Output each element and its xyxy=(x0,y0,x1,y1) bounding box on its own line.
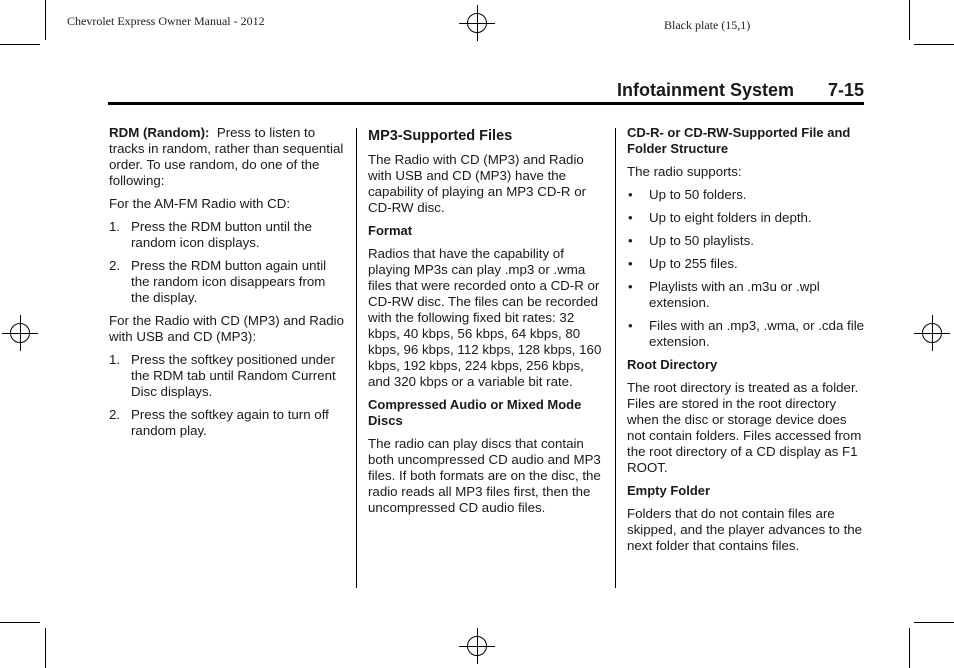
rdm-label: RDM (Random): xyxy=(109,125,210,140)
crop-mark xyxy=(909,628,910,668)
list-item: • Up to 50 folders. xyxy=(628,187,747,202)
step-text: Press the softkey positioned under the RDM tab until Random Current Disc displays. xyxy=(131,352,336,399)
bullet-text: Up to 255 files. xyxy=(649,256,738,271)
root-heading: Root Directory xyxy=(627,357,718,372)
crop-mark xyxy=(914,44,954,45)
mp3-heading: MP3-Supported Files xyxy=(368,128,513,144)
mp3-intro: The Radio with CD (MP3) and Radio with USB and CD (MP3) have the capability of playing an MP3 CD-R or CD-RW disc. xyxy=(368,152,587,215)
column-divider xyxy=(615,128,616,588)
crop-mark xyxy=(0,44,40,45)
list-item: • Playlists with an .m3u or .wpl extension. xyxy=(628,279,820,310)
registration-mark-icon xyxy=(2,315,38,351)
column-2 xyxy=(368,125,608,523)
page-number: 7-15 xyxy=(827,80,864,100)
supports-list xyxy=(627,187,865,350)
document-title: Chevrolet Express Owner Manual - 2012 xyxy=(67,14,265,28)
amfm-steps xyxy=(109,219,345,306)
list-item: • Up to 50 playlists. xyxy=(628,233,754,248)
column-3 xyxy=(627,125,865,561)
compressed-heading: Compressed Audio or Mixed Mode Discs xyxy=(368,397,582,428)
section-title: Infotainment System xyxy=(616,80,794,100)
rdm-paragraph xyxy=(109,125,345,189)
crop-mark xyxy=(0,622,40,623)
list-item: • Up to eight folders in depth. xyxy=(628,210,812,225)
compressed-text: The radio can play discs that contain both uncompressed CD audio and MP3 files. If both formats are on the disc, the radio reads all MP3 files first, then the uncompressed CD audio files. xyxy=(368,436,601,515)
list-item: • Up to 255 files. xyxy=(628,256,738,271)
bullet-text: Up to 50 folders. xyxy=(649,187,747,202)
bullet-text: Up to eight folders in depth. xyxy=(649,210,812,225)
rdm-text: Press to listen to tracks in random, rather than sequential order. To use random, do one of the following: xyxy=(109,125,344,188)
crop-mark xyxy=(914,622,954,623)
bullet-text: Playlists with an .m3u or .wpl extension. xyxy=(649,279,820,310)
registration-mark-icon xyxy=(459,628,495,664)
list-item: 2. Press the softkey again to turn off random play. xyxy=(109,407,329,438)
registration-mark-icon xyxy=(914,315,950,351)
format-heading: Format xyxy=(368,223,413,238)
cd-steps xyxy=(109,352,345,439)
empty-heading: Empty Folder xyxy=(627,483,711,498)
list-item: • Files with an .mp3, .wma, or .cda file extension. xyxy=(628,318,865,349)
empty-text: Folders that do not contain files are skipped, and the player advances to the next folder that contains files. xyxy=(627,506,863,553)
crop-mark xyxy=(45,0,46,40)
supports-intro: The radio supports: xyxy=(627,164,742,179)
step-text: Press the softkey again to turn off random play. xyxy=(131,407,329,438)
format-text: Radios that have the capability of playing MP3s can play .mp3 or .wma files that were recorded onto a CD-R or CD-RW disc. The files can be recorded with the following fixed bit rates: 32 kbps, 40 kbps, 56 kbps, 64 kbps, 80 kbps, 96 kbps, 112 kbps, 128 kbps, 160 kbps, 192 kbps, 224 kbps, 256 kbps, and 320 kbps or a variable bit rate. xyxy=(368,246,602,389)
list-item: 2. Press the RDM button again until the random icon disappears from the display. xyxy=(109,258,327,305)
bullet-text: Up to 50 playlists. xyxy=(649,233,754,248)
bullet-text: Files with an .mp3, .wma, or .cda file extension. xyxy=(649,318,865,349)
amfm-intro: For the AM-FM Radio with CD: xyxy=(109,196,291,211)
plate-label: Black plate (15,1) xyxy=(664,18,751,32)
step-text: Press the RDM button until the random icon displays. xyxy=(131,219,313,250)
registration-mark-icon xyxy=(459,5,495,41)
list-item: 1. Press the RDM button until the random icon displays. xyxy=(109,219,313,250)
crop-mark xyxy=(45,628,46,668)
column-1 xyxy=(109,125,345,446)
crop-mark xyxy=(909,0,910,40)
root-text: The root directory is treated as a folder. Files are stored in the root directory when the disc or storage device does not contain folders. Files accessed from the root directory of a CD display as F1 ROOT. xyxy=(627,380,862,475)
header-rule xyxy=(108,102,864,105)
cd-intro: For the Radio with CD (MP3) and Radio with USB and CD (MP3): xyxy=(109,313,345,344)
column-divider xyxy=(356,128,357,588)
structure-heading: CD-R- or CD-RW-Supported File and Folder Structure xyxy=(627,125,851,156)
step-text: Press the RDM button again until the random icon disappears from the display. xyxy=(131,258,327,305)
list-item: 1. Press the softkey positioned under the RDM tab until Random Current Disc displays. xyxy=(109,352,336,399)
